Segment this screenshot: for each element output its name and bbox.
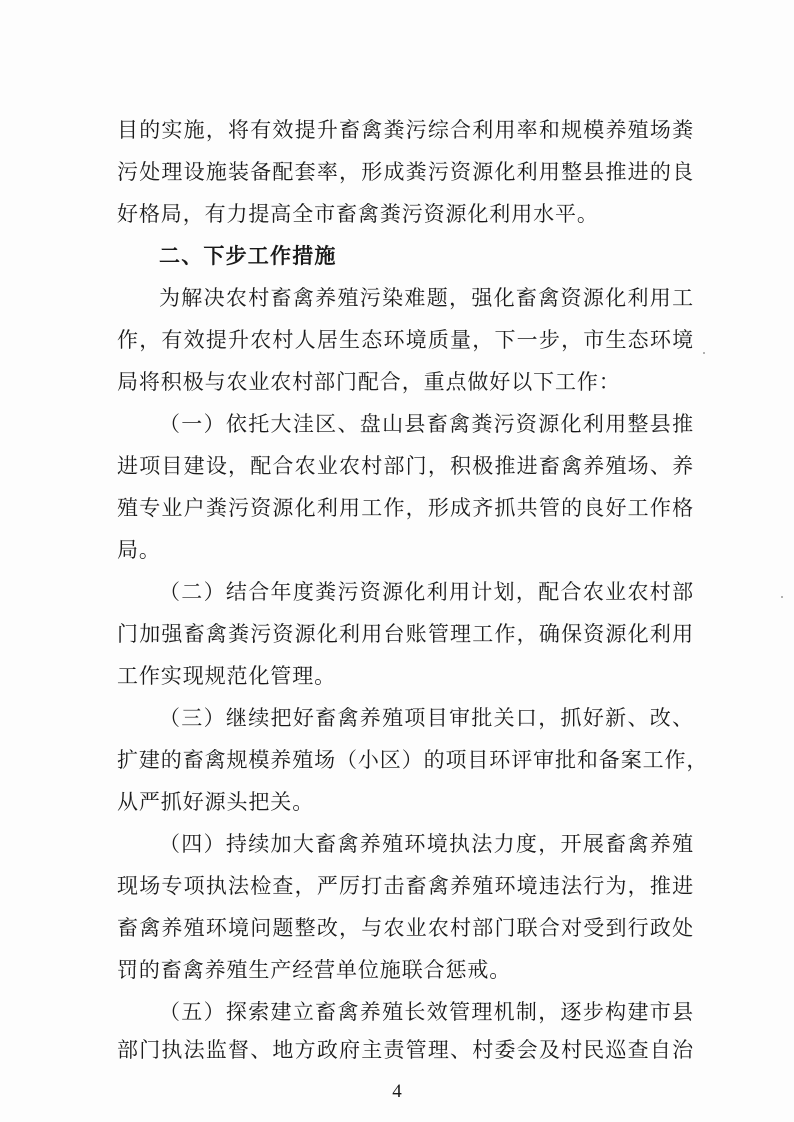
text-line: 局将积极与农业农村部门配合，重点做好以下工作： [117,370,621,394]
text-line: 扩建的畜禽规模养殖场（小区）的项目环评审批和备案工作， [117,748,709,772]
scan-speck [703,352,705,354]
text-line: （五）探索建立畜禽养殖长效管理机制，逐步构建市县 [159,1000,694,1024]
text-line: 作，有效提升农村人居生态环境质量，下一步，市生态环境 [117,328,694,352]
page-number: 4 [392,1081,402,1102]
scan-speck [781,596,783,598]
text-line: 畜禽养殖环境问题整改，与农业农村部门联合对受到行政处 [117,916,694,940]
text-line: （二）结合年度粪污资源化利用计划，配合农业农村部 [159,580,694,604]
text-line: 工作实现规范化管理。 [117,664,336,688]
text-line: （四）持续加大畜禽养殖环境执法力度，开展畜禽养殖 [159,832,694,856]
text-line: 进项目建设，配合农业农村部门，积极推进畜禽养殖场、养 [117,454,694,478]
text-line: 门加强畜禽粪污资源化利用台账管理工作，确保资源化利用 [117,622,694,646]
text-line: 目的实施，将有效提升畜禽粪污综合利用率和规模养殖场粪 [117,118,694,142]
text-line: 现场专项执法检查，严厉打击畜禽养殖环境违法行为，推进 [117,874,694,898]
text-line: 局。 [117,538,161,562]
text-line: 为解决农村畜禽养殖污染难题，强化畜禽资源化利用工 [159,286,694,310]
text-line: 殖专业户粪污资源化利用工作，形成齐抓共管的良好工作格 [117,496,694,520]
text-line: 从严抓好源头把关。 [117,790,315,814]
text-line: （三）继续把好畜禽养殖项目审批关口，抓好新、改、 [159,706,694,730]
text-line: 好格局，有力提高全市畜禽粪污资源化利用水平。 [117,202,599,226]
text-line: 罚的畜禽养殖生产经营单位施联合惩戒。 [117,958,512,982]
section-heading: 二、下步工作措施 [159,244,337,268]
text-line: 污处理设施装备配套率，形成粪污资源化利用整县推进的良 [117,160,694,184]
text-line: （一）依托大洼区、盘山县畜禽粪污资源化利用整县推 [159,412,694,436]
text-line: 部门执法监督、地方政府主责管理、村委会及村民巡查自治 [117,1038,694,1062]
